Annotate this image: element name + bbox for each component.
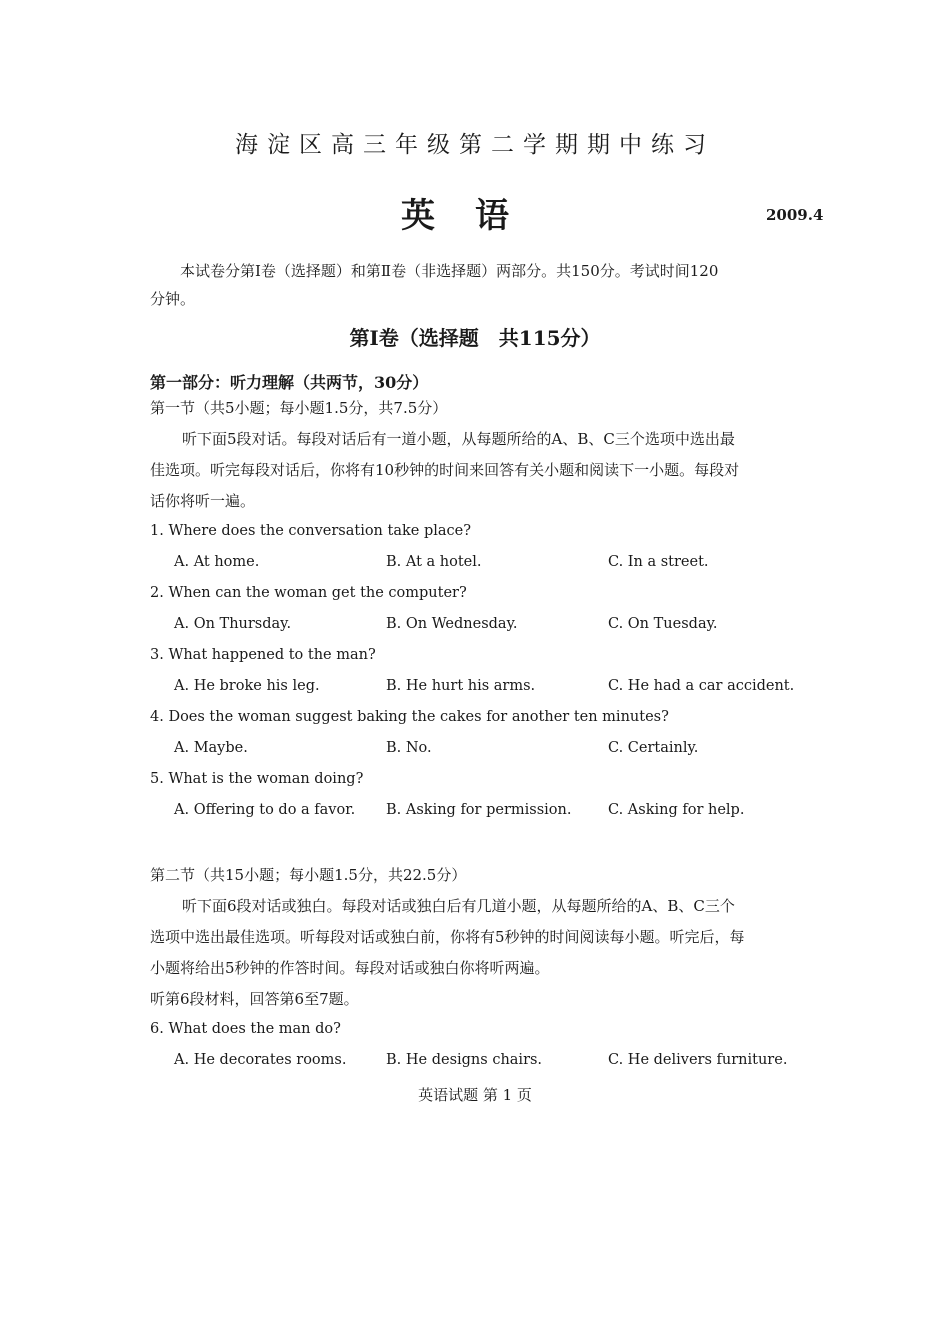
- q2-option-b: B. On Wednesday.: [386, 616, 518, 632]
- section-title: 第Ⅰ卷（选择题 共115分）: [349, 326, 601, 350]
- sec2-instr-line-3: 小题将给出5秒钟的作答时间。每段对话或独白你将听两遍。: [150, 959, 550, 977]
- q5-option-a: A. Offering to do a favor.: [174, 802, 356, 818]
- q3-option-a: A. He broke his leg.: [174, 678, 320, 694]
- q3-option-c: C. He had a car accident.: [608, 678, 795, 694]
- q2-option-c: C. On Tuesday.: [608, 616, 718, 632]
- question-2: 2. When can the woman get the computer?: [150, 585, 467, 601]
- question-6: 6. What does the man do?: [150, 1021, 341, 1037]
- q5-option-b: B. Asking for permission.: [386, 802, 572, 818]
- sec1-heading: 第一节（共5小题；每小题1.5分，共7.5分）: [150, 399, 448, 417]
- q1-option-c: C. In a street.: [608, 554, 709, 570]
- sec1-instr-line-2: 佳选项。听完每段对话后，你将有10秒钟的时间来回答有关小题和阅读下一小题。每段对: [150, 461, 740, 479]
- q6-option-b: B. He designs chairs.: [386, 1052, 543, 1068]
- question-4: 4. Does the woman suggest baking the cakes for another ten minutes?: [150, 709, 669, 725]
- sec2-heading: 第二节（共15小题；每小题1.5分，共22.5分）: [150, 866, 467, 884]
- part1-heading: 第一部分：听力理解（共两节，30分）: [150, 373, 429, 392]
- q4-option-b: B. No.: [386, 740, 432, 756]
- q4-option-a: A. Maybe.: [174, 740, 248, 756]
- sec2-instr-line-2: 选项中选出最佳选项。听每段对话或独白前，你将有5秒钟的时间阅读每小题。听完后，每: [150, 928, 745, 946]
- question-5: 5. What is the woman doing?: [150, 771, 364, 787]
- exam-header-title: 海淀区高三年级第二学期期中练习: [235, 132, 715, 158]
- q3-option-b: B. He hurt his arms.: [386, 678, 536, 694]
- sec1-instr-line-1: 听下面5段对话。每段对话后有一道小题，从每题所给的A、B、C三个选项中选出最: [182, 430, 735, 448]
- material-6-note: 听第6段材料，回答第6至7题。: [150, 990, 359, 1008]
- q1-option-a: A. At home.: [174, 554, 260, 570]
- q6-option-c: C. He delivers furniture.: [608, 1052, 788, 1068]
- sec1-instr-line-3: 话你将听一遍。: [150, 492, 256, 510]
- subject-title: 英语: [401, 196, 549, 236]
- q6-option-a: A. He decorates rooms.: [174, 1052, 347, 1068]
- q1-option-b: B. At a hotel.: [386, 554, 482, 570]
- q2-option-a: A. On Thursday.: [174, 616, 292, 632]
- page-footer: 英语试题 第 1 页: [418, 1086, 532, 1104]
- question-1: 1. Where does the conversation take place?: [150, 523, 471, 539]
- sec2-instr-line-1: 听下面6段对话或独白。每段对话或独白后有几道小题，从每题所给的A、B、C三个: [182, 897, 735, 915]
- intro-line-2: 分钟。: [150, 290, 196, 308]
- question-3: 3. What happened to the man?: [150, 647, 376, 663]
- intro-line-1: 本试卷分第Ⅰ卷（选择题）和第Ⅱ卷（非选择题）两部分。共150分。考试时间120: [180, 262, 719, 280]
- q4-option-c: C. Certainly.: [608, 740, 699, 756]
- exam-date: 2009.4: [766, 206, 824, 224]
- q5-option-c: C. Asking for help.: [608, 802, 745, 818]
